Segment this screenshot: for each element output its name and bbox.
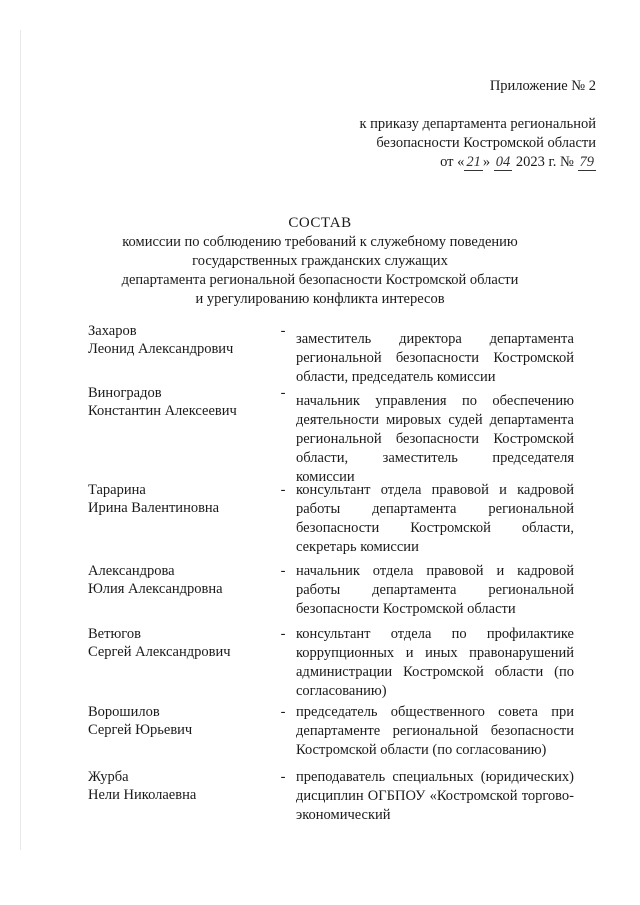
order-line-2: безопасности Костромской области (376, 135, 596, 151)
member-name (88, 384, 268, 420)
member-name (88, 768, 268, 804)
member-name (88, 703, 268, 739)
member-given-name: Ирина Валентиновна (88, 500, 220, 516)
member-given-name: Юлия Александровна (88, 581, 223, 597)
member-surname: Журба (88, 769, 129, 785)
member-given-name: Константин Алексеевич (88, 403, 237, 419)
member-dash: - (280, 704, 286, 720)
member-dash: - (280, 563, 286, 579)
date-day: 21 (466, 154, 481, 170)
date-year: 2023 г. № (512, 154, 578, 170)
order-date-line (440, 153, 596, 172)
member-surname: Ворошилов (88, 704, 160, 720)
member-name (88, 562, 268, 598)
member-surname: Виноградов (88, 385, 162, 401)
member-surname: Ветюгов (88, 626, 141, 642)
order-reference (359, 115, 596, 172)
title-line-1: комиссии по соблюдению требований к служебному поведению (122, 234, 518, 250)
member-surname: Александрова (88, 563, 175, 579)
page-fold-line (20, 30, 21, 850)
title-line-3: департамента региональной безопасности Костромской области (121, 272, 519, 288)
member-role: председатель общественного совета при департаменте региональной безопасности Костромской области (по согласованию) (296, 704, 574, 758)
member-given-name: Сергей Александрович (88, 644, 231, 660)
title-line-4: и урегулированию конфликта интересов (195, 291, 445, 307)
member-role: заместитель директора департамента региональной безопасности Костромской области, председатель комиссии (296, 331, 574, 385)
member-dash: - (280, 385, 286, 401)
appendix-label: Приложение № 2 (489, 78, 596, 94)
title-line-2: государственных гражданских служащих (192, 253, 448, 269)
member-given-name: Сергей Юрьевич (88, 722, 193, 738)
member-dash: - (280, 626, 286, 642)
order-number: 79 (579, 154, 594, 170)
member-role: начальник отдела правовой и кадровой работы департамента региональной безопасности Костромской области (296, 563, 574, 617)
title-main: СОСТАВ (288, 215, 352, 231)
member-role: консультант отдела по профилактике коррупционных и иных правонарушений администрации Костромской области (по согласованию) (296, 626, 574, 699)
member-name (88, 322, 268, 358)
order-line-1: к приказу департамента региональной (359, 116, 596, 132)
member-given-name: Нели Николаевна (88, 787, 197, 803)
member-role: начальник управления по обеспечению деятельности мировых судей департамента региональной безопасности Костромской области, заместитель председателя комиссии (296, 393, 574, 485)
member-dash: - (280, 482, 286, 498)
member-name (88, 481, 268, 517)
date-separator: » (482, 154, 494, 170)
document-title (0, 214, 640, 309)
date-month: 04 (495, 154, 511, 170)
member-role: консультант отдела правовой и кадровой работы департамента региональной безопасности Костромской области, секретарь комиссии (296, 482, 574, 555)
member-dash: - (280, 323, 286, 339)
member-dash: - (280, 769, 286, 785)
member-role: преподаватель специальных (юридических) дисциплин ОГБПОУ «Костромской торгово-экономический (296, 769, 574, 823)
member-name (88, 625, 268, 661)
member-surname: Тарарина (88, 482, 146, 498)
member-given-name: Леонид Александрович (88, 341, 234, 357)
date-prefix: от « (440, 154, 465, 170)
member-surname: Захаров (88, 323, 137, 339)
